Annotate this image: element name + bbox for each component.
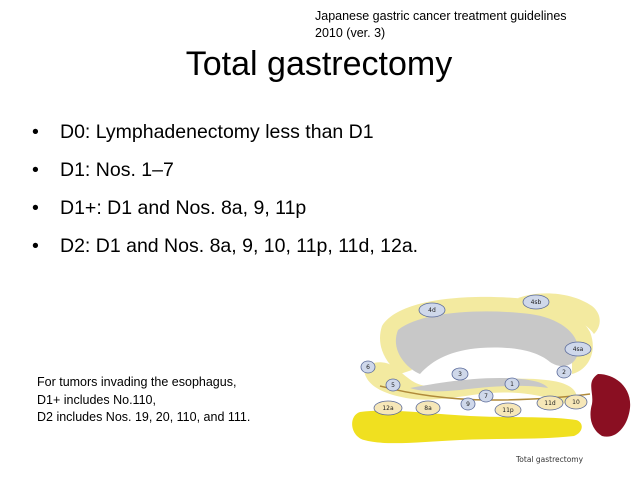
lymph-node-7 — [479, 390, 493, 402]
lymph-node-4d — [419, 303, 445, 317]
bullet-text: D1+: D1 and Nos. 8a, 9, 11p — [60, 197, 307, 219]
lymph-node-diagram — [340, 290, 638, 479]
bullet-item-d0 — [32, 117, 418, 147]
bullet-icon: • — [32, 235, 39, 257]
node-label-4sa: 4sa — [572, 346, 584, 353]
lymph-node-diagram-svg — [340, 290, 638, 479]
note-line-1: For tumors invading the esophagus, — [37, 375, 237, 389]
pancreas — [352, 411, 582, 444]
node-label-11d: 11d — [544, 400, 556, 407]
lymph-node-6 — [361, 361, 375, 373]
node-label-2: 2 — [562, 369, 566, 376]
spleen — [590, 374, 630, 437]
bullet-icon: • — [32, 121, 39, 143]
bullet-item-d1-plus — [32, 193, 418, 223]
lymph-node-4sa — [565, 342, 591, 356]
resected-stomach-region — [396, 311, 578, 374]
source-note-line-2: 2010 (ver. 3) — [315, 26, 386, 40]
node-label-7: 7 — [484, 393, 488, 400]
node-label-8a: 8a — [424, 405, 432, 412]
lymph-node-11p — [495, 403, 521, 417]
node-label-4d: 4d — [428, 307, 436, 314]
lymph-node-3 — [452, 368, 468, 380]
node-label-10: 10 — [572, 399, 580, 406]
bullet-text: D0: Lymphadenectomy less than D1 — [60, 121, 374, 143]
lymph-node-9 — [461, 398, 475, 410]
lymph-node-1 — [505, 378, 519, 390]
bullet-icon: • — [32, 197, 39, 219]
lymph-node-4sb — [523, 295, 549, 309]
node-label-4sb: 4sb — [530, 299, 542, 306]
lymph-node-2 — [557, 366, 571, 378]
node-label-9: 9 — [466, 401, 470, 408]
slide-title: Total gastrectomy — [185, 45, 453, 83]
bullet-item-d2 — [32, 231, 418, 261]
node-label-5: 5 — [391, 382, 395, 389]
bullet-text: D1: Nos. 1–7 — [60, 159, 174, 181]
lymph-node-12a — [374, 401, 402, 415]
lymph-node-11d — [537, 396, 563, 410]
diagram-caption: Total gastrectomy — [516, 455, 584, 464]
note-line-3: D2 includes Nos. 19, 20, 110, and 111. — [37, 410, 251, 424]
esophagus-note — [37, 374, 250, 427]
bullet-icon: • — [32, 159, 39, 181]
bullet-item-d1 — [32, 155, 418, 185]
note-line-2: D1+ includes No.110, — [37, 392, 156, 407]
lymph-node-10 — [565, 395, 587, 409]
node-label-12a: 12a — [382, 405, 394, 412]
source-note-line-1: Japanese gastric cancer treatment guidelines — [315, 9, 567, 23]
node-label-6: 6 — [366, 364, 370, 371]
lymph-node-8a — [416, 401, 440, 415]
node-label-3: 3 — [458, 371, 462, 378]
bullet-text: D2: D1 and Nos. 8a, 9, 10, 11p, 11d, 12a. — [60, 235, 419, 257]
bullet-list — [32, 117, 418, 269]
lymph-node-5 — [386, 379, 400, 391]
node-label-1: 1 — [510, 381, 514, 388]
node-label-11p: 11p — [502, 407, 514, 414]
source-note — [315, 8, 630, 42]
